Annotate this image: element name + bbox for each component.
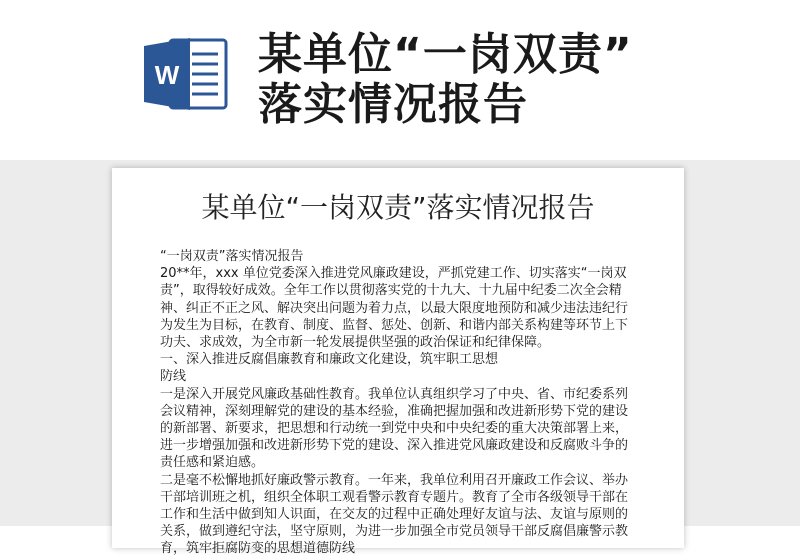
header-title-line-1: 某单位“一岗双责” — [258, 29, 633, 80]
paragraph-point-1: 一是深入开展党风廉政基础性教育。我单位认真组织学习了中央、省、市纪委系列会议精神，深刻理解党的建设的基本经验，准确把握加强和改进新形势下党的建设的新部署、新要求，把思想和行动统一到党中央和中央纪委的重大决策部署上来，进一步增强加强和改进新形势下党的建设、深入推进党风廉政建设和反腐败斗争的责任感和紧迫感。 — [160, 386, 629, 471]
word-icon-letter: W — [154, 60, 180, 90]
document-page — [112, 168, 684, 557]
document-body — [160, 248, 638, 558]
header-banner — [0, 0, 800, 160]
header-title — [258, 30, 778, 130]
word-document-icon — [140, 34, 230, 114]
header-title-line-2: 落实情况报告 — [258, 79, 528, 130]
paragraph-subtitle: “一岗双责”落实情况报告 — [160, 249, 304, 264]
paragraph-section-heading-cont: 防线 — [160, 369, 187, 385]
paragraph-section-heading: 一、深入推进反腐倡廉教育和廉政文化建设，筑牢职工思想 — [160, 352, 499, 368]
document-title: 某单位“一岗双责”落实情况报告 — [201, 191, 595, 224]
paragraph-point-2: 二是毫不松懈地抓好廉政警示教育。一年来，我单位利用召开廉政工作会议、举办干部培训班之机，组织全体职工观看警示教育专题片。教育了全市各级领导干部在工作和生活中做到知人识面，在交友的过程中正确处理好友谊与法、友谊与原则的关系，做到遵纪守法，坚守原则，为进一步加强全市党员领导干部反腐倡廉警示教育，筑牢拒腐防变的思想道德防线 — [160, 472, 629, 557]
paragraph-intro: 20**年，xxx 单位党委深入推进党风廉政建设，严抓党建工作、切实落实“一岗双责”，取得较好成效。全年工作以贯彻落实党的十九大、十九届中纪委二次全会精神、纠正不正之风、解决突出问题为着力点，以最大限度地预防和减少违法违纪行为发生为目标，在教育、制度、监督、惩处、创新、和谐内部关系构建等环节上下功夫、求成效，为全市新一轮发展提供坚强的政治保证和纪律保障。 — [160, 266, 629, 351]
